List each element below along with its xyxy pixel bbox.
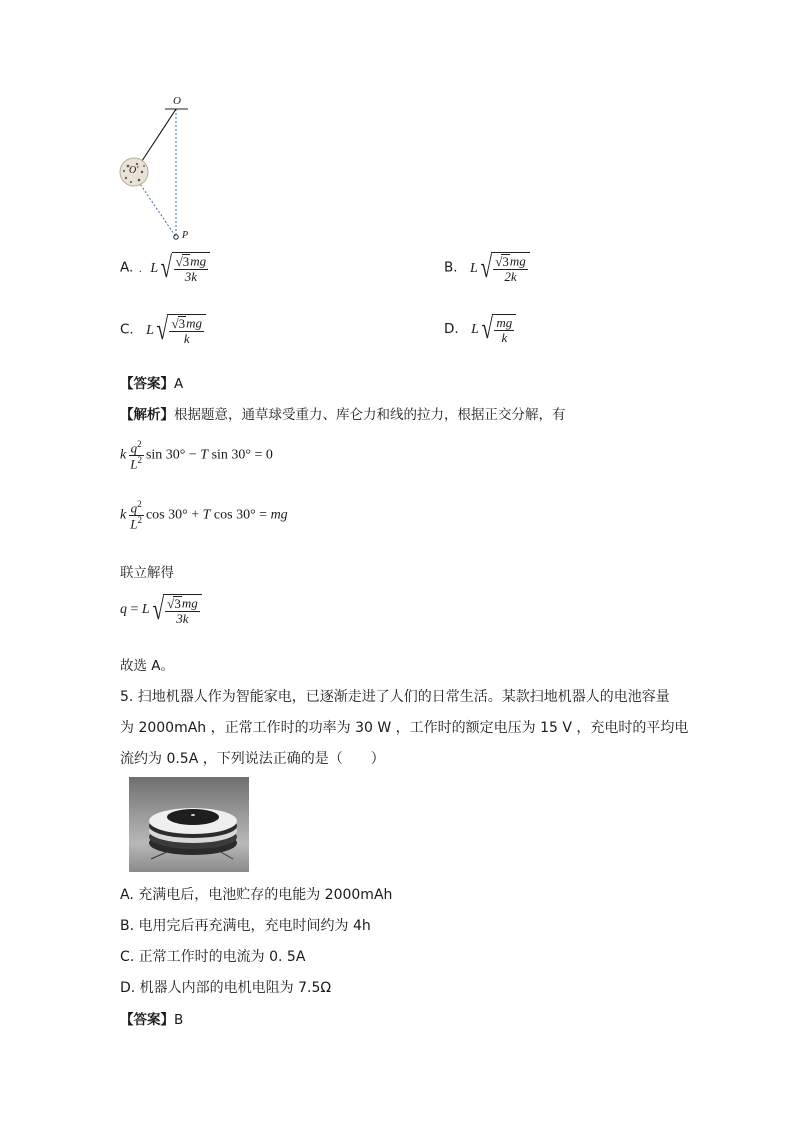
equation-1 — [120, 440, 273, 471]
option-a — [120, 252, 210, 283]
coef: L — [146, 322, 154, 338]
sqrt-expr: √ √ 3 mg k — [154, 314, 206, 345]
inner-radicand: 3 — [178, 316, 186, 331]
ball-label: O' — [129, 165, 139, 176]
coef: L — [471, 322, 479, 338]
coef: L — [150, 260, 159, 276]
denominator: k — [501, 329, 508, 345]
eq-den: L — [130, 516, 138, 532]
eq-text: sin 30° = 0 — [208, 447, 273, 463]
denominator: 3k — [176, 610, 189, 626]
option-letter: D. — [444, 321, 459, 338]
eq-k: k — [120, 507, 127, 523]
answer-line — [120, 372, 183, 392]
eq-mg: mg — [270, 507, 288, 523]
option-dot: . — [138, 263, 142, 275]
question5-line1: 5. 扫地机器人作为智能家电，已逐渐走进了人们的日常生活。某款扫地机器人的电池容量 — [120, 689, 670, 705]
question5-line2: 为 2000mAh ，正常工作时的功率为 30 W ，工作时的额定电压为 15 V ，充电时的平均电 — [120, 720, 689, 736]
analysis-text: 根据题意，通草球受重力、库仑力和线的拉力，根据正交分解，有 — [174, 407, 566, 423]
eq-text: cos 30° = — [210, 507, 271, 523]
eq-t: T — [200, 447, 209, 463]
denominator: k — [183, 330, 190, 346]
pendulum-figure — [110, 90, 210, 245]
inner-radicand: 3 — [174, 596, 181, 611]
numerator: mg — [181, 595, 198, 611]
numerator: mg — [509, 253, 526, 269]
answer-line-2 — [120, 1008, 183, 1028]
sqrt-expr: √ √ 3 mg 3k — [150, 594, 202, 625]
option-letter: B. — [444, 259, 458, 276]
option5-c: C. 正常工作时的电流为 0. 5A — [120, 949, 306, 965]
point-p-label: P — [182, 230, 189, 241]
coef: L — [470, 260, 478, 276]
option-letter: A. — [120, 259, 134, 276]
eq-num: q — [130, 500, 138, 516]
option5-a: A. 充满电后，电池贮存的电能为 2000mAh — [120, 887, 393, 903]
answer-tag: 【答案】 — [120, 376, 174, 392]
denominator: 3k — [184, 268, 198, 284]
pendulum-diagram — [110, 90, 210, 245]
eq-t: T — [202, 507, 211, 523]
robot-vacuum-photo — [129, 777, 249, 872]
equation-2 — [120, 500, 288, 531]
joint-solve-line: 联立解得 — [120, 565, 174, 581]
sqrt-expr: √ √ 3 mg 3k — [158, 252, 210, 283]
question5-line3: 流约为 0.5A ，下列说法正确的是（ ） — [120, 751, 385, 767]
eq-den-exp: 2 — [137, 514, 142, 525]
eq-text: sin 30° − — [145, 447, 201, 463]
sqrt-expr: √ √ 3 mg 2k — [478, 252, 530, 283]
eq-num: q — [130, 440, 138, 456]
eq-num-exp: 2 — [137, 499, 142, 509]
robot-vacuum-illustration — [129, 777, 249, 872]
equation-3 — [120, 594, 202, 625]
option5-b: B. 电用完后再充满电，充电时间约为 4h — [120, 918, 371, 934]
analysis-tag: 【解析】 — [120, 407, 174, 423]
eq-q: q — [120, 601, 127, 617]
answer-value: B — [174, 1012, 184, 1028]
numerator: mg — [496, 315, 513, 330]
numerator: mg — [190, 253, 207, 269]
answer-tag: 【答案】 — [120, 1012, 174, 1028]
option-c — [120, 314, 206, 345]
eq-equals: = — [127, 601, 142, 617]
eq-k: k — [120, 447, 127, 463]
conclusion-line: 故选 A。 — [120, 658, 175, 674]
numerator: mg — [186, 315, 202, 331]
option-letter: C. — [120, 321, 134, 338]
inner-radicand: 3 — [182, 254, 190, 269]
inner-radicand: 3 — [502, 254, 509, 269]
eq-den: L — [130, 456, 138, 472]
eq-num-exp: 2 — [137, 439, 142, 449]
option-d — [444, 314, 516, 344]
option-b — [444, 252, 530, 283]
analysis-line — [120, 403, 566, 423]
eq-text: cos 30° + — [145, 507, 203, 523]
eq-den-exp: 2 — [137, 454, 142, 465]
point-o-label: O — [173, 95, 181, 107]
answer-value: A — [174, 376, 184, 392]
eq-l: L — [141, 601, 150, 617]
denominator: 2k — [504, 268, 517, 284]
sqrt-expr: √ $\frac{mg}{k}$ — [479, 314, 516, 344]
option5-d: D. 机器人内部的电机电阻为 7.5Ω — [120, 980, 332, 996]
